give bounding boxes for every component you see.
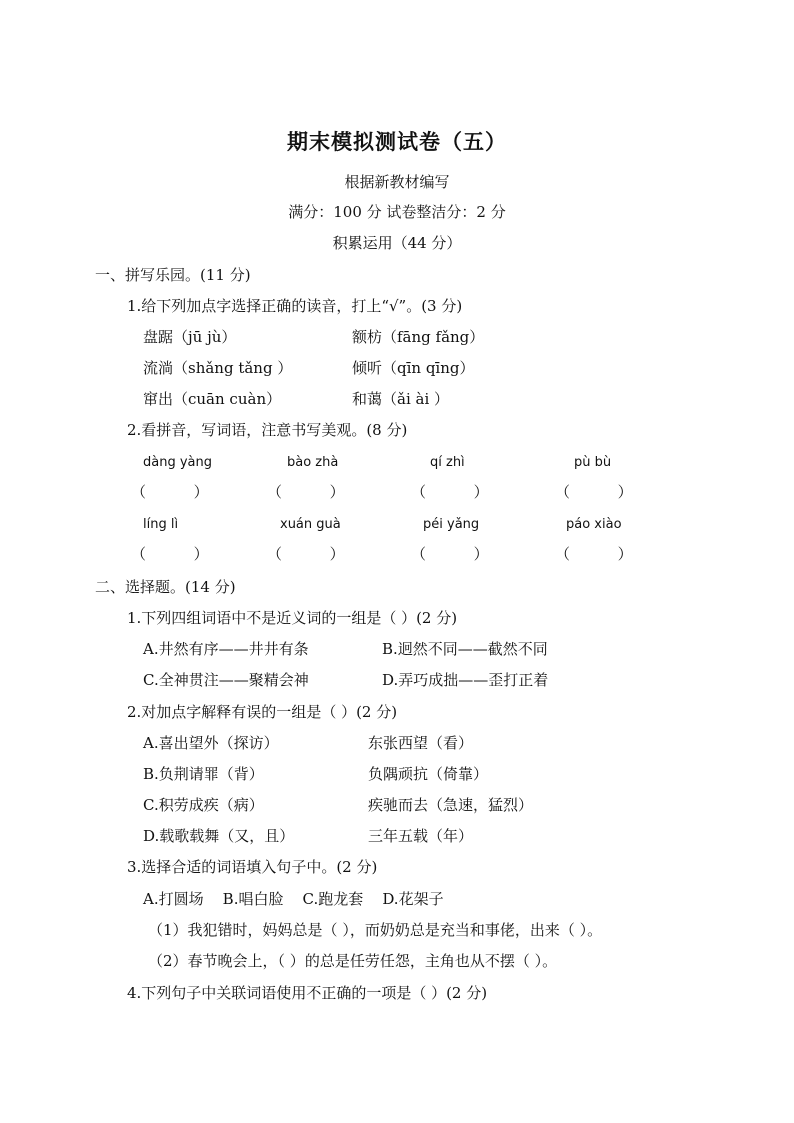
word-options: A.打圆场 B.唱白脸 C.跑龙套 D.花架子 [143, 890, 444, 908]
pinyin-choice-item: 窜出（cuān cuàn） [143, 390, 282, 408]
choice-option-b-right: 负隅顽抗（倚靠） [368, 765, 489, 783]
pinyin-word: páo xiào [566, 517, 622, 532]
part2-heading: 二、选择题。(14 分) [95, 578, 236, 596]
answer-blank[interactable]: （ ） [267, 483, 345, 501]
fill-sentence-2: （2）春节晚会上，（ ）的总是任劳任怨，主角也从不摆（ ）。 [148, 952, 558, 970]
pinyin-word: bào zhà [287, 455, 339, 470]
answer-blank[interactable]: （ ） [555, 483, 633, 501]
choice-option-a-right: 东张西望（看） [368, 734, 474, 752]
pinyin-choice-item: 和蔼（ǎi ài ） [352, 390, 450, 408]
part2-q1-prompt: 1.下列四组词语中不是近义词的一组是（ ）(2 分) [127, 609, 458, 627]
pinyin-word: qí zhì [430, 455, 465, 470]
choice-option-d-right: 三年五载（年） [368, 827, 474, 845]
choice-option-c: C.积劳成疾（病） [143, 796, 264, 814]
part2-q4-prompt: 4.下列句子中关联词语使用不正确的一项是（ ）(2 分) [127, 984, 488, 1002]
choice-option-d: D.载歌载舞（又，且） [143, 827, 295, 845]
pinyin-choice-item: 额枋（fāng fǎng） [352, 328, 485, 346]
fill-sentence-1: （1）我犯错时，妈妈总是（ ），而奶奶总是充当和事佬，出来（ ）。 [148, 921, 603, 939]
pinyin-word: líng lì [143, 517, 179, 532]
choice-option-c: C.全神贯注——聚精会神 [143, 671, 309, 689]
part2-q2-prompt: 2.对加点字解释有误的一组是（ ）(2 分) [127, 703, 398, 721]
answer-blank[interactable]: （ ） [555, 545, 633, 563]
answer-blank[interactable]: （ ） [411, 545, 489, 563]
pinyin-choice-item: 倾听（qīn qīng） [352, 359, 475, 377]
answer-blank[interactable]: （ ） [131, 545, 209, 563]
pinyin-word: péi yǎng [423, 517, 480, 532]
part1-heading: 一、拼写乐园。(11 分) [95, 266, 251, 284]
choice-option-b: B.负荆请罪（背） [143, 765, 264, 783]
pinyin-word: pù bù [574, 455, 612, 470]
part2-q3-prompt: 3.选择合适的词语填入句子中。(2 分) [127, 858, 378, 876]
section-title: 积累运用（44 分） [332, 234, 462, 252]
pinyin-choice-item: 流淌（shǎng tǎng ） [143, 359, 293, 377]
answer-blank[interactable]: （ ） [131, 483, 209, 501]
part1-q2-prompt: 2.看拼音，写词语，注意书写美观。(8 分) [127, 421, 408, 439]
pinyin-choice-item: 盘踞（jū jù） [143, 328, 237, 346]
page-subtitle: 根据新教材编写 [344, 173, 450, 191]
page-title: 期末模拟测试卷（五） [287, 129, 507, 154]
score-info: 满分：100 分 试卷整洁分：2 分 [288, 203, 506, 221]
choice-option-a: A.喜出望外（探访） [143, 734, 279, 752]
choice-option-a: A.井然有序——井井有条 [143, 640, 309, 658]
choice-option-d: D.弄巧成拙——歪打正着 [382, 671, 549, 689]
answer-blank[interactable]: （ ） [411, 483, 489, 501]
answer-blank[interactable]: （ ） [267, 545, 345, 563]
part1-q1-prompt: 1.给下列加点字选择正确的读音，打上“√”。(3 分) [127, 297, 463, 315]
pinyin-word: dàng yàng [143, 455, 212, 470]
pinyin-word: xuán guà [280, 517, 341, 532]
choice-option-c-right: 疾驰而去（急速，猛烈） [368, 796, 534, 814]
choice-option-b: B.迥然不同——截然不同 [382, 640, 548, 658]
